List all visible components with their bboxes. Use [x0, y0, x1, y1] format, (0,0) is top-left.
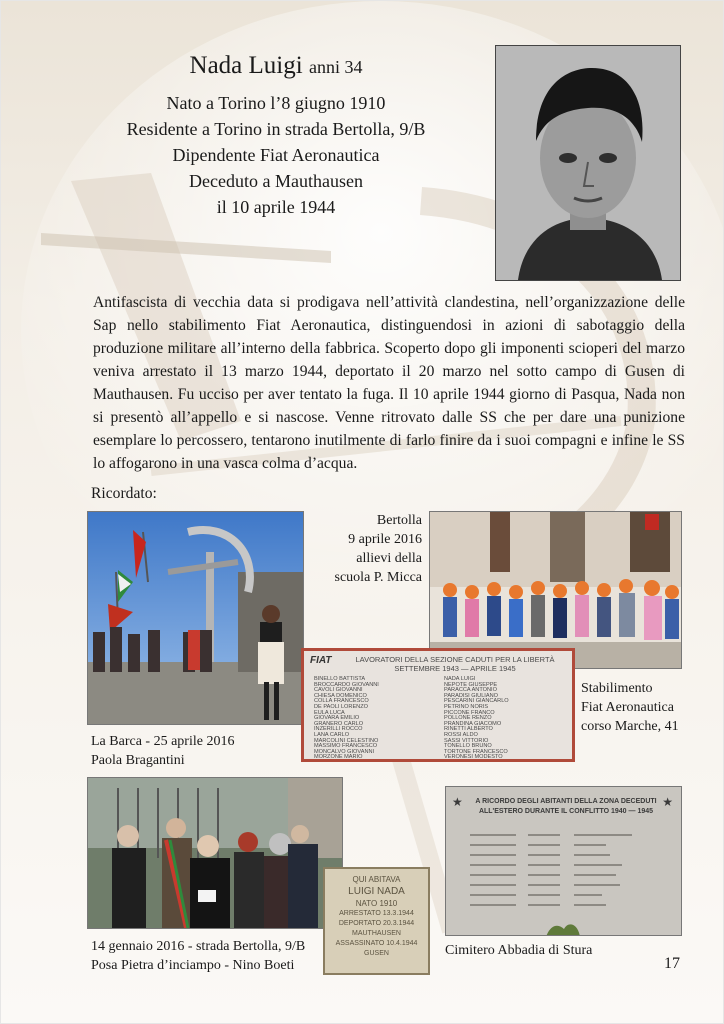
- fiat-plaque-heading: [340, 655, 570, 673]
- plaque-name: POLLONE RENZO: [444, 715, 492, 722]
- plaque-name: CHIESA DOMENICO: [314, 692, 367, 699]
- stone-inscription: [328, 874, 425, 959]
- plaque-name: ROSSI ALDO: [444, 731, 478, 738]
- photo-stumbling-stone: [323, 867, 430, 975]
- caption-bertolla-line3: allievi della: [356, 551, 422, 566]
- plaque-name: TONELLO BRUNO: [444, 743, 492, 750]
- name-line: [111, 51, 441, 82]
- stone-line-camp: MAUTHAUSEN: [351, 930, 401, 937]
- stone-line-gusen: GUSEN: [364, 950, 389, 957]
- death-date-line: il 10 aprile 1944: [216, 197, 336, 217]
- plaque-name: SASSI VITTORIO: [444, 737, 489, 744]
- person-age: anni 34: [308, 57, 363, 77]
- employment-line: Dipendente Fiat Aeronautica: [172, 145, 380, 165]
- portrait-photo: [495, 45, 681, 281]
- plaque-name: RINETTI ALBERTO: [444, 726, 493, 733]
- plaque-name: PARADISI GIULIANO: [444, 692, 498, 699]
- abbadia-plaque-heading-line2: ALL'ESTERO DURANTE IL CONFLITTO 1940 — 1945: [478, 808, 654, 815]
- caption-stabilimento-line3: corso Marche, 41: [581, 719, 679, 734]
- caption-pietra-inciampo: [91, 937, 305, 975]
- caption-pietra-line2: Posa Pietra d’inciampo - Nino Boeti: [91, 958, 295, 973]
- photo-stone-laying-ceremony: [87, 777, 343, 929]
- person-header: [111, 51, 441, 220]
- plaque-name: DE PAOLI LORENZO: [314, 703, 368, 710]
- fiat-plaque-heading-line2: SETTEMBRE 1943 — APRILE 1945: [394, 664, 516, 673]
- photo-la-barca-ceremony: [87, 511, 304, 725]
- plaque-name: MASSIMO FRANCESCO: [314, 743, 378, 750]
- plaque-name: INZERILLI ROCCO: [314, 726, 363, 733]
- caption-la-barca-line1: La Barca - 25 aprile 2016: [91, 734, 235, 749]
- caption-bertolla: [317, 511, 422, 587]
- fiat-plaque-left-column: [314, 677, 434, 761]
- remembered-label: Ricordato:: [91, 485, 157, 502]
- photo-school-children: [429, 511, 682, 669]
- plaque-name: PARACCA ANTONIO: [444, 687, 497, 694]
- caption-la-barca-line2: Paola Bragantini: [91, 753, 185, 768]
- plaque-name: EULA LUCA: [314, 709, 345, 716]
- birth-line: Nato a Torino l’8 giugno 1910: [166, 93, 386, 113]
- plaque-name: LANA CARLO: [314, 731, 350, 738]
- plaque-name: PRANDINA GIACOMO: [444, 720, 502, 727]
- plaque-name: CAVOLI GIOVANNI: [314, 687, 363, 694]
- caption-la-barca: [91, 732, 234, 770]
- caption-stabilimento-line1: Stabilimento: [581, 681, 653, 696]
- stone-line-qui-abitava: QUI ABITAVA: [352, 875, 401, 884]
- plaque-name: GIOVARA EMILIO: [314, 715, 360, 722]
- caption-stabilimento-line2: Fiat Aeronautica: [581, 700, 674, 715]
- stone-line-name: LUIGI NADA: [348, 886, 405, 897]
- stone-line-arrested: ARRESTATO 13.3.1944: [339, 910, 414, 917]
- person-name: Nada Luigi: [189, 52, 303, 79]
- fiat-plaque-right-column: [444, 677, 564, 761]
- caption-bertolla-line4: scuola P. Micca: [334, 570, 422, 585]
- plaque-name: NEPOTE GIUSEPPE: [444, 681, 498, 688]
- plaque-name: PESCARINI GIANCARLO: [444, 698, 509, 705]
- stone-line-born: NATO 1910: [355, 899, 398, 908]
- plaque-name: VERONESI MODESTO: [444, 754, 503, 761]
- abbadia-plaque-heading-line1: A RICORDO DEGLI ABITANTI DELLA ZONA DECEDUTI: [475, 798, 657, 805]
- plaque-name: MARCOLINI CELESTINO: [314, 737, 379, 744]
- plaque-name: COLLA FRANCESCO: [314, 698, 369, 705]
- plaque-name: MONCALVO GIOVANNI: [314, 748, 375, 755]
- plaque-name: BINELLO BATTISTA: [314, 676, 366, 682]
- biography-text: Antifascista di vecchia data si prodigava nell’attività clandestina, nell’organizzazione delle Sap nello stabilimento Fiat Aeronautica, distinguendosi in azioni di sabotaggio della produzione militare all’interno della fabbrica. Scoperto dopo gli imponenti scioperi del marzo veniva arrestato il 13 marzo 1944, deportato il 20 marzo nel sotto campo di Gusen di Mauthausen. Fu ucciso per aver tentato la fuga. Il 10 aprile 1944 giorno di Pasqua, Nada non si presentò all’appello e si nascose. Venne ritrovato dalle SS che per dare una punizione esemplare lo percossero, tentarono inutilmente di farlo finire da i suoi compagni e infine le SS lo affogarono in una vasca colma d’acqua.: [93, 294, 685, 472]
- plaque-name: MORZONE MARIO: [314, 754, 363, 761]
- fiat-plaque-heading-line1: LAVORATORI DELLA SEZIONE CADUTI PER LA LIBERTÀ: [355, 655, 555, 664]
- residence-line: Residente a Torino in strada Bertolla, 9/B: [126, 119, 426, 139]
- plaque-name: BROCCARDO GIOVANNI: [314, 681, 379, 688]
- star-icon: ★: [452, 795, 463, 809]
- plaque-name: PICCONE FRANCO: [444, 709, 495, 716]
- photo-abbadia-memorial-plaque: [445, 786, 682, 936]
- plaque-name: GRANERO CARLO: [314, 720, 364, 727]
- plaque-name: NADA LUIGI: [444, 676, 476, 682]
- fiat-logo: FIAT: [310, 655, 332, 666]
- page-number: 17: [664, 955, 680, 972]
- photo-fiat-memorial-plaque: [301, 648, 575, 762]
- death-place-line: Deceduto a Mauthausen: [189, 171, 363, 191]
- caption-bertolla-line2: 9 aprile 2016: [348, 532, 422, 547]
- star-icon: ★: [662, 795, 673, 809]
- plaque-name: TORTONE FRANCESCO: [444, 748, 508, 755]
- stone-line-killed: ASSASSINATO 10.4.1944: [335, 940, 418, 947]
- stone-line-deported: DEPORTATO 20.3.1944: [338, 920, 415, 927]
- caption-bertolla-line1: Bertolla: [376, 513, 422, 528]
- abbadia-plaque-engraved-lines: [446, 787, 681, 936]
- portrait-illustration: [496, 46, 680, 280]
- caption-pietra-line1: 14 gennaio 2016 - strada Bertolla, 9/B: [91, 939, 306, 954]
- caption-stabilimento: [581, 679, 679, 736]
- caption-cimitero: Cimitero Abbadia di Stura: [445, 943, 593, 958]
- plaque-name: PETRINO NORIS: [444, 703, 489, 710]
